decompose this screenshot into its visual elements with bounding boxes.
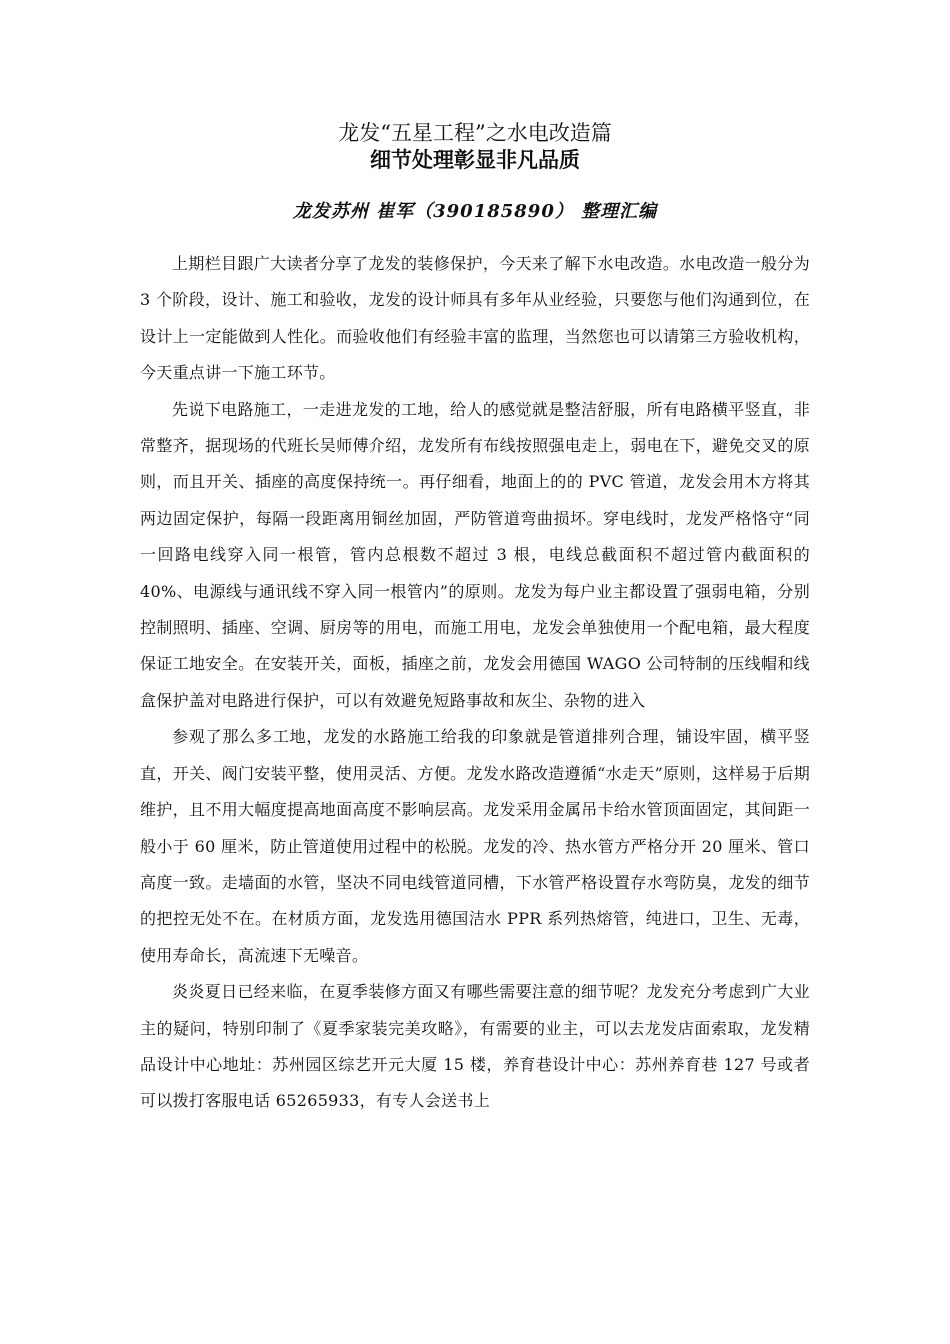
paragraph-intro: 上期栏目跟广大读者分享了龙发的装修保护，今天来了解下水电改造。水电改造一般分为 3 个阶段，设计、施工和验收，龙发的设计师具有多年从业经验，只要您与他们沟通到位，在设计上一定能做到人性化。而验收他们有经验丰富的监理，当然您也可以请第三方验收机构，今天重点讲一下施工环节。: [140, 254, 810, 383]
paragraph-plumbing: 参观了那么多工地，龙发的水路施工给我的印象就是管道排列合理，铺设牢固，横平竖直，开关、阀门安装平整，使用灵活、方便。龙发水路改造遵循“水走天”原则，这样易于后期维护，且不用大幅度提高地面高度不影响层高。龙发采用金属吊卡给水管顶面固定，其间距一般小于 60 厘米，防止管道使用过程中的松脱。龙发的冷、热水管方严格分开 20 厘米、管口高度一致。走墙面的水管，坚决不同电线管道同槽，下水管严格设置存水弯防臭，龙发的细节的把控无处不在。在材质方面，龙发选用德国洁水 PPR 系列热熔管，纯进口，卫生、无毒，使用寿命长，高流速下无噪音。: [140, 727, 810, 965]
document-title: 龙发“五星工程”之水电改造篇: [338, 121, 612, 145]
author-byline: 龙发苏州 崔军（390185890） 整理汇编: [292, 201, 658, 222]
document-subtitle: 细节处理彰显非凡品质: [370, 148, 580, 172]
paragraph-summer-tips: 炎炎夏日已经来临，在夏季装修方面又有哪些需要注意的细节呢？龙发充分考虑到广大业主的疑问，特别印制了《夏季家装完美攻略》，有需要的业主，可以去龙发店面索取，龙发精品设计中心地址：苏州园区综艺开元大厦 15 楼，养育巷设计中心：苏州养育巷 127 号或者可以拨打客服电话 65265933，有专人会送书上: [140, 982, 810, 1111]
paragraph-electrical: 先说下电路施工，一走进龙发的工地，给人的感觉就是整洁舒服，所有电路横平竖直，非常整齐，据现场的代班长吴师傅介绍，龙发所有布线按照强电走上，弱电在下，避免交叉的原则，而且开关、插座的高度保持统一。再仔细看，地面上的的 PVC 管道，龙发会用木方将其两边固定保护，每隔一段距离用铜丝加固，严防管道弯曲损坏。穿电线时，龙发严格恪守“同一回路电线穿入同一根管，管内总根数不超过 3 根，电线总截面积不超过管内截面积的 40%、电源线与通讯线不穿入同一根管内”的原则。龙发为每户业主都设置了强弱电箱，分别控制照明、插座、空调、厨房等的用电，而施工用电，龙发会单独使用一个配电箱，最大程度保证工地安全。在安装开关，面板，插座之前，龙发会用德国 WAGO 公司特制的压线帽和线盒保护盖对电路进行保护，可以有效避免短路事故和灰尘、杂物的进入: [140, 399, 810, 710]
